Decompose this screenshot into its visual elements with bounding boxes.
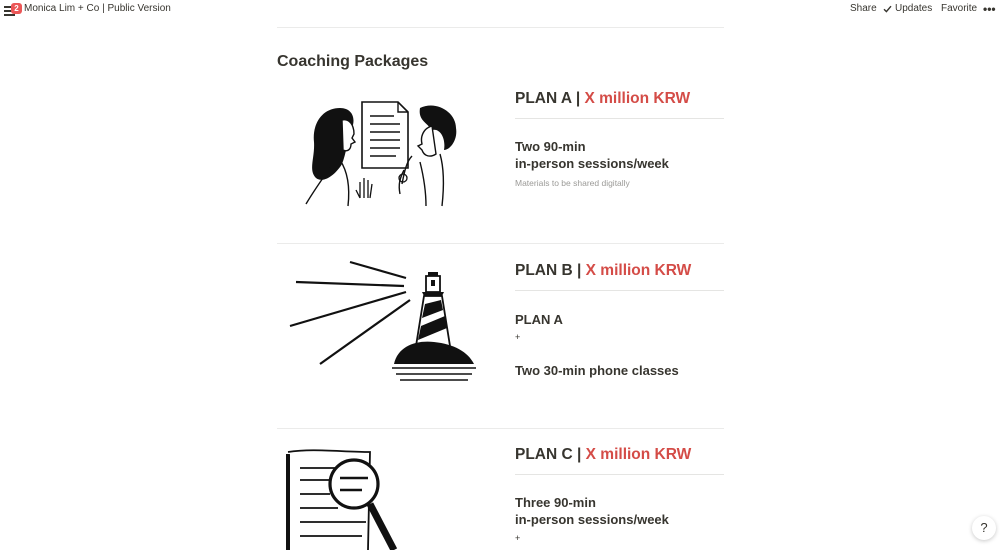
plan-c-name: PLAN C | <box>515 446 586 463</box>
plan-b-plus: + <box>515 332 521 342</box>
top-bar <box>0 0 1005 20</box>
plan-a-note: Materials to be shared digitally <box>515 178 630 188</box>
plan-c-price: X million KRW <box>585 446 692 463</box>
page-top-divider <box>277 27 724 28</box>
plan-a-price: X million KRW <box>584 90 691 107</box>
favorite-button[interactable]: Favorite <box>941 3 978 14</box>
plan-c-title <box>515 446 691 464</box>
plan-a-title <box>515 90 690 108</box>
checkmark-icon <box>883 5 892 13</box>
updates-button[interactable] <box>883 3 932 14</box>
section-divider-2 <box>277 428 724 429</box>
plan-b-title <box>515 262 691 280</box>
plan-a-name: PLAN A | <box>515 90 585 107</box>
notification-badge: 2 <box>11 3 22 14</box>
document-search-illustration <box>282 446 402 550</box>
plan-b-divider <box>515 290 724 291</box>
share-button[interactable]: Share <box>850 3 877 14</box>
updates-label: Updates <box>895 3 933 14</box>
plan-c-divider <box>515 474 724 475</box>
section-divider-1 <box>277 243 724 244</box>
help-button[interactable]: ? <box>972 516 996 540</box>
page-heading: Coaching Packages <box>277 53 429 70</box>
plan-a-line1: Two 90-min <box>515 139 586 154</box>
plan-b-price: X million KRW <box>585 262 692 279</box>
breadcrumb-page-title[interactable]: Monica Lim + Co | Public Version <box>24 3 171 14</box>
plan-a-divider <box>515 118 724 119</box>
plan-c-line2: in-person sessions/week <box>515 512 669 527</box>
lighthouse-illustration <box>288 260 478 385</box>
plan-a-line2: in-person sessions/week <box>515 156 669 171</box>
plan-b-name: PLAN B | <box>515 262 586 279</box>
sidebar-menu-button[interactable] <box>3 3 19 17</box>
plan-b-line1: PLAN A <box>515 312 563 327</box>
more-options-button[interactable]: ••• <box>983 2 996 16</box>
plan-c-line1: Three 90-min <box>515 495 596 510</box>
consultation-illustration <box>300 98 462 208</box>
plan-c-plus: + <box>515 533 521 543</box>
plan-b-line2: Two 30-min phone classes <box>515 363 679 378</box>
